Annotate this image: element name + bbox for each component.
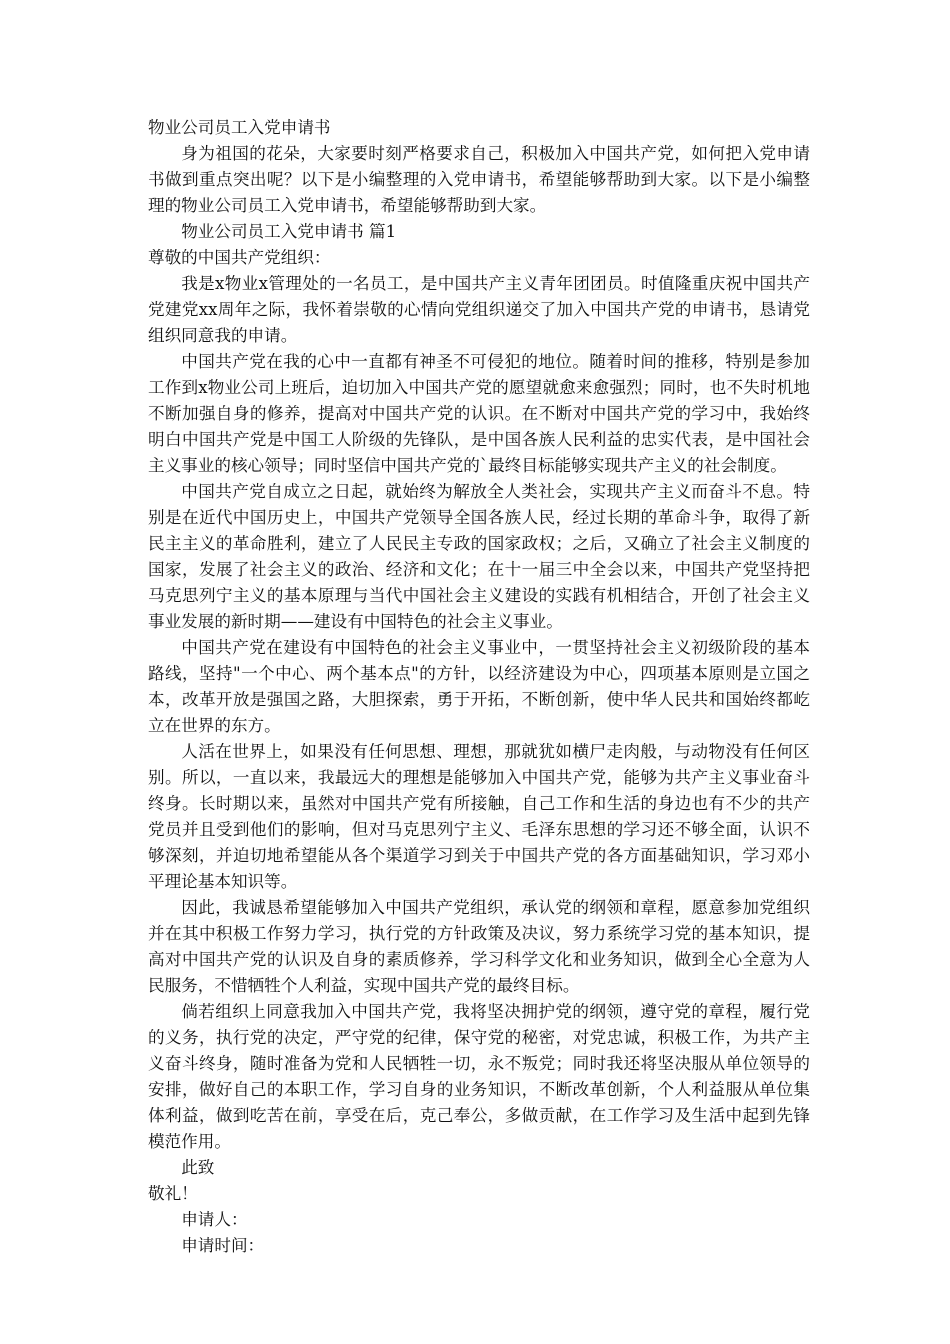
regards-line: 敬礼！ [148,1184,198,1203]
document-body [148,115,810,1259]
body-paragraph: 因此，我诚恳希望能够加入中国共产党组织，承认党的纲领和章程，愿意参加党组织并在其中积极工作努力学习，执行党的方针政策及决议，努力系统学习党的基本知识，提高对中国共产党的认识及自身的素质修养，学习科学文化和业务知识，做到全心全意为人民服务，不惜牺牲个人利益，实现中国共产党的最终目标。 [148,898,810,995]
section-title: 物业公司员工入党申请书 篇1 [181,222,397,241]
body-paragraph: 中国共产党自成立之日起，就始终为解放全人类社会，实现共产主义而奋斗不息。特别是在近代中国历史上，中国共产党领导全国各族人民，经过长期的革命斗争，取得了新民主主义的革命胜利，建立了人民民主专政的国家政权；之后，又确立了社会主义制度的国家，发展了社会主义的政治、经济和文化；在十一届三中全会以来，中国共产党坚持把马克思列宁主义的基本原理与当代中国社会主义建设的实践有机相结合，开创了社会主义事业发展的新时期——建设有中国特色的社会主义事业。 [148,482,810,631]
body-paragraph: 倘若组织上同意我加入中国共产党，我将坚决拥护党的纲领，遵守党的章程，履行党的义务，执行党的决定，严守党的纪律，保守党的秘密，对党忠诚，积极工作，为共产主义奋斗终身，随时准备为党和人民牺牲一切，永不叛党；同时我还将坚决服从单位领导的安排，做好自己的本职工作，学习自身的业务知识，不断改革创新，个人利益服从单位集体利益，做到吃苦在前，享受在后，克己奉公，多做贡献，在工作学习及生活中起到先锋模范作用。 [148,1002,810,1151]
body-paragraph: 中国共产党在建设有中国特色的社会主义事业中，一贯坚持社会主义初级阶段的基本路线，坚持"一个中心、两个基本点"的方针，以经济建设为中心，四项基本原则是立国之本，改革开放是强国之路，大胆探索，勇于开拓，不断创新，使中华人民共和国始终都屹立在世界的东方。 [148,638,810,735]
salutation: 尊敬的中国共产党组织： [148,248,331,267]
body-paragraph: 中国共产党在我的心中一直都有神圣不可侵犯的地位。随着时间的推移，特别是参加工作到x物业公司上班后，迫切加入中国共产党的愿望就愈来愈强烈；同时，也不失时机地不断加强自身的修养，提高对中国共产党的认识。在不断对中国共产党的学习中，我始终明白中国共产党是中国工人阶级的先锋队，是中国各族人民利益的忠实代表，是中国社会主义事业的核心领导；同时坚信中国共产党的`最终目标能够实现共产主义的社会制度。 [148,352,810,475]
document-title: 物业公司员工入党申请书 [148,118,331,137]
applicant-label: 申请人： [181,1210,248,1229]
date-label: 申请时间： [181,1236,265,1255]
intro-paragraph: 身为祖国的花朵，大家要时刻严格要求自己，积极加入中国共产党，如何把入党申请书做到重点突出呢？以下是小编整理的入党申请书，希望能够帮助到大家。以下是小编整理的物业公司员工入党申请书，希望能够帮助到大家。 [148,144,810,215]
closing-line: 此致 [181,1158,215,1177]
body-paragraph: 我是x物业x管理处的一名员工，是中国共产主义青年团团员。时值隆重庆祝中国共产党建党xx周年之际，我怀着崇敬的心情向党组织递交了加入中国共产党的申请书，恳请党组织同意我的申请。 [148,274,810,345]
body-paragraph: 人活在世界上，如果没有任何思想、理想，那就犹如横尸走肉般，与动物没有任何区别。所以，一直以来，我最远大的理想是能够加入中国共产党，能够为共产主义事业奋斗终身。长时期以来，虽然对中国共产党有所接触，自己工作和生活的身边也有不少的共产党员并且受到他们的影响，但对马克思列宁主义、毛泽东思想的学习还不够全面，认识不够深刻，并迫切地希望能从各个渠道学习到关于中国共产党的各方面基础知识，学习邓小平理论基本知识等。 [148,742,810,891]
